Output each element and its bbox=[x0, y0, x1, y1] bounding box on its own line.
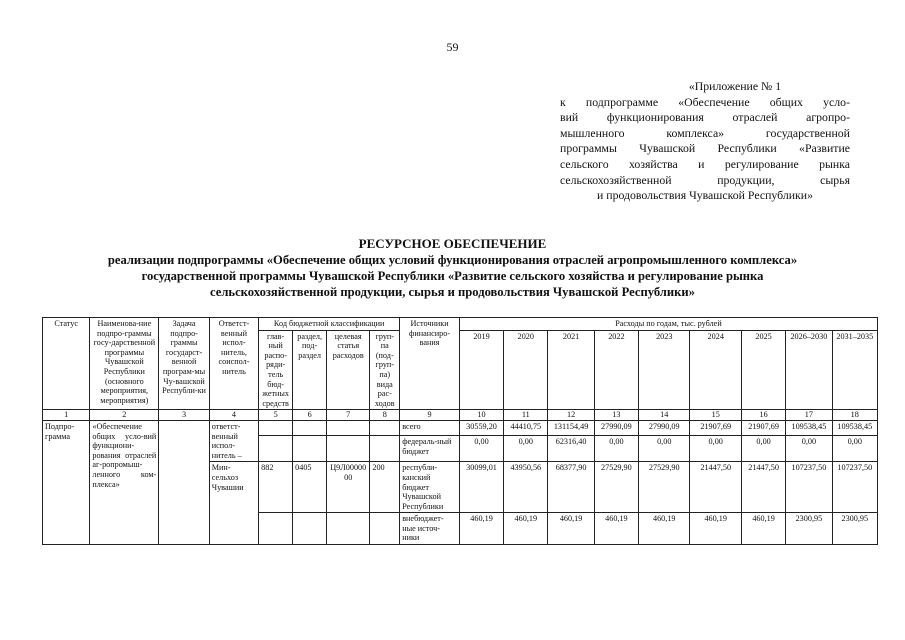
value-cell: 0,00 bbox=[832, 435, 877, 461]
value-cell: 0,00 bbox=[690, 435, 741, 461]
row-status: Подпро-грамма bbox=[43, 420, 90, 544]
value-cell: 21907,69 bbox=[690, 420, 741, 435]
header-year: 2026–2030 bbox=[786, 330, 832, 410]
appendix-line: сельскохозяйственной продукции, сырья bbox=[560, 172, 850, 187]
empty-cell bbox=[327, 435, 370, 461]
appendix-line: к подпрограмме «Обеспечение общих усло- bbox=[560, 94, 850, 109]
empty-cell bbox=[293, 420, 327, 435]
resource-table bbox=[42, 317, 878, 545]
header-budget-code: Код бюджетной классификации bbox=[259, 318, 400, 331]
code-target: Ц9Л0000000 bbox=[327, 462, 370, 513]
header-year: 2020 bbox=[504, 330, 548, 410]
row-task bbox=[159, 420, 209, 544]
column-number: 4 bbox=[209, 410, 258, 421]
header-grbs: глав-ный распо-ряди-тель бюд-жетных средств bbox=[259, 330, 293, 410]
value-cell: 21907,69 bbox=[741, 420, 785, 435]
document-title bbox=[40, 236, 865, 300]
source-name: всего bbox=[400, 420, 460, 435]
column-number: 17 bbox=[786, 410, 832, 421]
value-cell: 460,19 bbox=[548, 513, 594, 545]
value-cell: 460,19 bbox=[741, 513, 785, 545]
value-cell: 107237,50 bbox=[786, 462, 832, 513]
value-cell: 460,19 bbox=[594, 513, 638, 545]
source-name: федераль-ный бюджет bbox=[400, 435, 460, 461]
value-cell: 0,00 bbox=[786, 435, 832, 461]
empty-cell bbox=[259, 513, 293, 545]
header-responsible: Ответст-венный испол-нитель, соиспол-нитель bbox=[209, 318, 258, 410]
column-number: 3 bbox=[159, 410, 209, 421]
header-target: целевая статья расходов bbox=[327, 330, 370, 410]
column-number: 6 bbox=[293, 410, 327, 421]
header-year: 2021 bbox=[548, 330, 594, 410]
column-number: 1 bbox=[43, 410, 90, 421]
value-cell: 62316,40 bbox=[548, 435, 594, 461]
value-cell: 21447,50 bbox=[741, 462, 785, 513]
header-year: 2023 bbox=[639, 330, 690, 410]
code-grbs: 882 bbox=[259, 462, 293, 513]
value-cell: 27990,09 bbox=[594, 420, 638, 435]
row-responsible-label: ответст-венный испол-нитель – bbox=[209, 420, 258, 461]
header-section: раздел, под-раздел bbox=[293, 330, 327, 410]
appendix-line: программы Чувашской Республики «Развитие bbox=[560, 141, 850, 156]
appendix-line: мышленного комплекса» государственной bbox=[560, 125, 850, 140]
value-cell: 27529,90 bbox=[639, 462, 690, 513]
column-number: 14 bbox=[639, 410, 690, 421]
appendix-note bbox=[560, 79, 850, 204]
value-cell: 460,19 bbox=[690, 513, 741, 545]
header-year: 2022 bbox=[594, 330, 638, 410]
header-status: Статус bbox=[43, 318, 90, 410]
value-cell: 27529,90 bbox=[594, 462, 638, 513]
row-name: «Обеспечение общих усло-вий функциони-рования отраслей аг-ропромыш-ленного ком-плекса» bbox=[90, 420, 159, 544]
empty-cell bbox=[327, 420, 370, 435]
header-expenses: Расходы по годам, тыс. рублей bbox=[459, 318, 877, 331]
page-number: 59 bbox=[446, 40, 459, 54]
header-name: Наименова-ние подпро-граммы госу-дарственной программы Чувашской Республики (основного мероприятия, мероприятия) bbox=[90, 318, 159, 410]
table-row bbox=[43, 420, 878, 435]
value-cell: 0,00 bbox=[504, 435, 548, 461]
value-cell: 44410,75 bbox=[504, 420, 548, 435]
value-cell: 68377,90 bbox=[548, 462, 594, 513]
empty-cell bbox=[293, 513, 327, 545]
empty-cell bbox=[370, 435, 400, 461]
column-number: 9 bbox=[400, 410, 460, 421]
column-number: 16 bbox=[741, 410, 785, 421]
value-cell: 0,00 bbox=[639, 435, 690, 461]
column-number: 13 bbox=[594, 410, 638, 421]
value-cell: 107237,50 bbox=[832, 462, 877, 513]
empty-cell bbox=[327, 513, 370, 545]
header-year: 2024 bbox=[690, 330, 741, 410]
column-number: 7 bbox=[327, 410, 370, 421]
column-number: 12 bbox=[548, 410, 594, 421]
title-line: сельскохозяйственной продукции, сырья и продовольствия Чувашской Республики» bbox=[210, 285, 695, 299]
header-task: Задача подпро-граммы государст-венной програм-мы Чу-вашской Республи-ки bbox=[159, 318, 209, 410]
value-cell: 30559,20 bbox=[459, 420, 503, 435]
appendix-line: «Приложение № 1 bbox=[688, 79, 782, 93]
column-number: 10 bbox=[459, 410, 503, 421]
column-number: 15 bbox=[690, 410, 741, 421]
header-group: груп-па (под-груп-па) вида рас-ходов bbox=[370, 330, 400, 410]
value-cell: 0,00 bbox=[741, 435, 785, 461]
column-number: 18 bbox=[832, 410, 877, 421]
empty-cell bbox=[293, 435, 327, 461]
row-responsible: Мин-сельхоз Чувашии bbox=[209, 462, 258, 545]
code-section: 0405 bbox=[293, 462, 327, 513]
title-line: государственной программы Чувашской Республики «Развитие сельского хозяйства и регулирование рынка bbox=[141, 269, 764, 283]
source-name: республи-канский бюджет Чувашской Республики bbox=[400, 462, 460, 513]
empty-cell bbox=[259, 420, 293, 435]
column-number-row bbox=[43, 410, 878, 421]
empty-cell bbox=[370, 420, 400, 435]
value-cell: 109538,45 bbox=[832, 420, 877, 435]
empty-cell bbox=[370, 513, 400, 545]
value-cell: 0,00 bbox=[594, 435, 638, 461]
header-year: 2031–2035 bbox=[832, 330, 877, 410]
value-cell: 460,19 bbox=[459, 513, 503, 545]
source-name: внебюджет-ные источ-ники bbox=[400, 513, 460, 545]
column-number: 8 bbox=[370, 410, 400, 421]
header-source: Источники финансиро-вания bbox=[400, 318, 460, 410]
value-cell: 30099,01 bbox=[459, 462, 503, 513]
title-line: реализации подпрограммы «Обеспечение общих условий функционирования отраслей агропромышленного комплекса» bbox=[107, 253, 798, 267]
header-year: 2019 bbox=[459, 330, 503, 410]
column-number: 5 bbox=[259, 410, 293, 421]
value-cell: 460,19 bbox=[639, 513, 690, 545]
value-cell: 43950,56 bbox=[504, 462, 548, 513]
header-year: 2025 bbox=[741, 330, 785, 410]
value-cell: 131154,49 bbox=[548, 420, 594, 435]
appendix-line: сельского хозяйства и регулирование рынка bbox=[560, 156, 850, 171]
value-cell: 0,00 bbox=[459, 435, 503, 461]
value-cell: 27990,09 bbox=[639, 420, 690, 435]
title-line: РЕСУРСНОЕ ОБЕСПЕЧЕНИЕ bbox=[358, 236, 547, 251]
appendix-line: вий функционирования отраслей агропро- bbox=[560, 110, 850, 125]
column-number: 2 bbox=[90, 410, 159, 421]
value-cell: 460,19 bbox=[504, 513, 548, 545]
value-cell: 109538,45 bbox=[786, 420, 832, 435]
empty-cell bbox=[259, 435, 293, 461]
appendix-line: и продовольствия Чувашской Республики» bbox=[597, 188, 813, 203]
value-cell: 2300,95 bbox=[786, 513, 832, 545]
value-cell: 21447,50 bbox=[690, 462, 741, 513]
code-group: 200 bbox=[370, 462, 400, 513]
column-number: 11 bbox=[504, 410, 548, 421]
value-cell: 2300,95 bbox=[832, 513, 877, 545]
